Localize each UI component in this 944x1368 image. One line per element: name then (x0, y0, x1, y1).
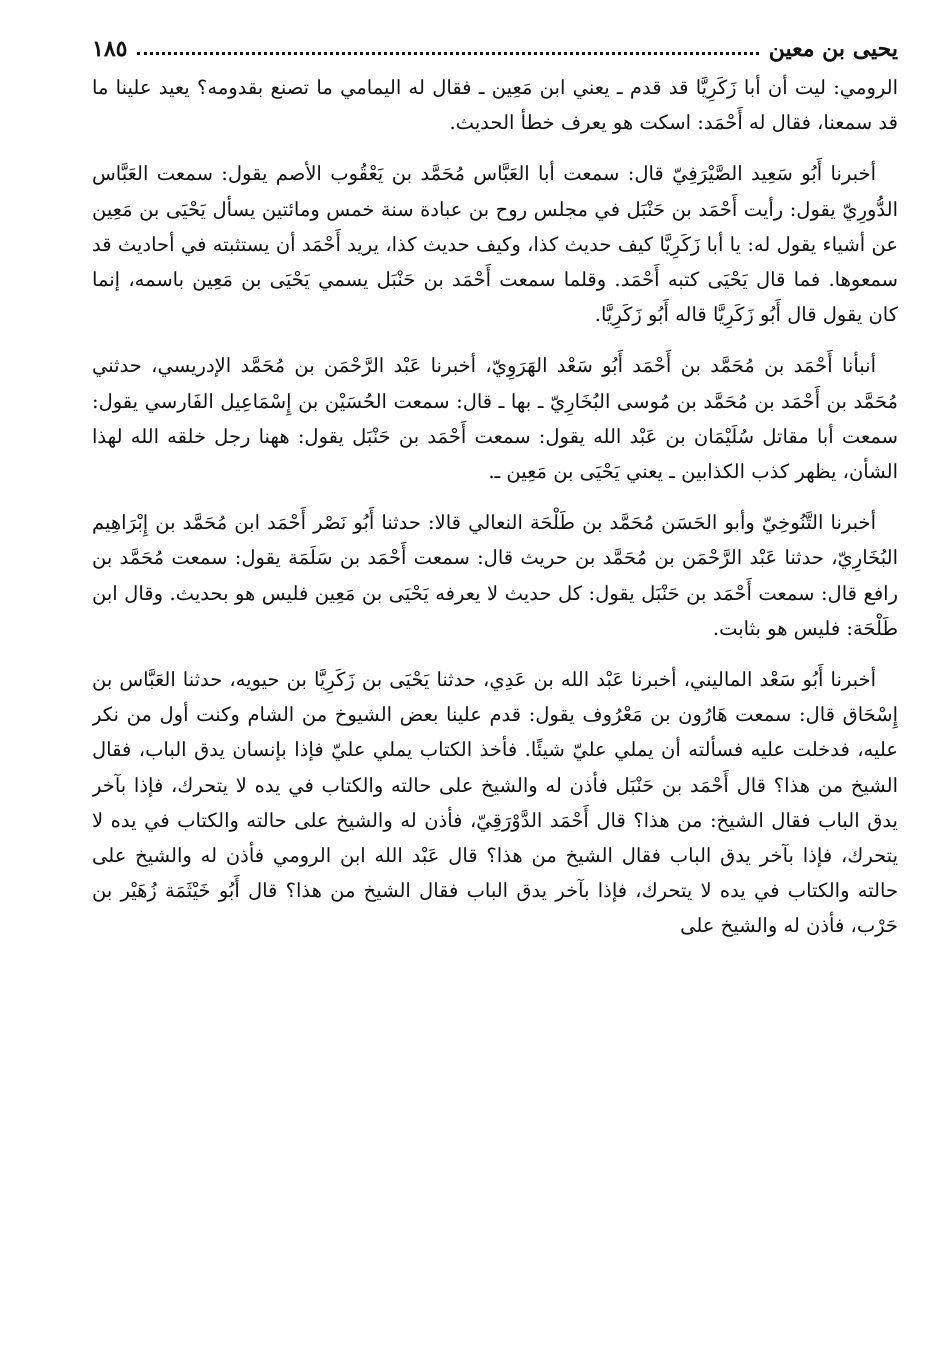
header-title: يحيى بن معين (768, 36, 898, 62)
book-page (92, 30, 898, 1350)
main-text (92, 70, 898, 944)
paragraph: أخبرنا أَبُو سَعِيد الصَّيْرَفِيّ قال: سمعت أبا العَبَّاس مُحَمَّد بن يَعْقُوب الأصم يقول: سمعت العَبَّاس الدُّورِيّ يقول: رأيت أَحْمَد بن حَنْبَل في مجلس روح بن عبادة سنة خمس ومائتين يسأل يَحْيَى بن مَعِين عن أشياء يقول له: يا أبا زَكَرِيَّا كيف حديث كذا، وكيف حديث كذا، يريد أَحْمَد أن يستثبته في أحاديث قد سمعوها. فما قال يَحْيَى كتبه أَحْمَد. وقلما سمعت أَحْمَد بن حَنْبَل يسمي يَحْيَى بن مَعِين باسمه، إنما كان يقول قال أَبُو زَكَرِيَّا قاله أَبُو زَكَرِيَّا. (92, 162, 898, 327)
paragraph: أخبرنا أَبُو سَعْد الماليني، أخبرنا عَبْد الله بن عَدِي، حدثنا يَحْيَى بن زَكَرِيَّا بن حيويه، حدثنا العَبَّاس بن إِسْحَاق قال: سمعت هَارُون بن مَعْرُوف يقول: قدم علينا بعض الشيوخ من الشام وكنت أول من نكر عليه، فدخلت عليه فسألته أن يملي عليّ شيئًا. فأخذ الكتاب يملي عليّ فإذا بإنسان يدق الباب، فقال الشيخ من هذا؟ قال أَحْمَد بن حَنْبَل فأذن له والشيخ على حالته والكتاب في يده لا يتحرك، فإذا بآخر يدق الباب فقال الشيخ: من هذا؟ قال أَحْمَد الدَّوْرَقِيّ، فأذن له والشيخ على حالته والكتاب في يده لا يتحرك، فإذا بآخر يدق الباب فقال الشيخ من هذا؟ قال عَبْد الله ابن الرومي فأذن له والشيخ على حالته والكتاب في يده لا يتحرك، فإذا بآخر يدق الباب فقال الشيخ من هذا؟ قال أَبُو خَيْثَمَة زُهَيْر بن حَرْب، فأذن له والشيخ على (92, 668, 898, 938)
running-header (92, 30, 898, 60)
paragraph: أنبأنا أَحْمَد بن مُحَمَّد بن أَحْمَد أَبُو سَعْد الهَرَوِيّ، أخبرنا عَبْد الرَّحْمَن بن مُحَمَّد الإدريسي، حدثني مُحَمَّد بن أَحْمَد بن مُحَمَّد بن مُوسى البُخَارِيّ ـ بها ـ قال: سمعت الحُسَيْن بن إِسْمَاعِيل الفَارسي يقول: سمعت أبا مقاتل سُلَيْمَان بن عَبْد الله يقول: سمعت أَحْمَد بن حَنْبَل يقول: ههنا رجل خلقه الله لهذا الشأن، يظهر كذب الكذابين ـ يعني يَحْيَى بن مَعِين ـ. (92, 354, 898, 484)
paragraph: أخبرنا التَّنُوخِيّ وأبو الحَسَن مُحَمَّد بن طَلْحَة النعالي قالا: حدثنا أَبُو نَصْر أَحْمَد ابن مُحَمَّد بن إِبْرَاهِيم البُخَارِيّ، حدثنا عَبْد الرَّحْمَن بن مُحَمَّد بن حريث قال: سمعت أَحْمَد بن سَلَمَة يقول: سمعت مُحَمَّد بن رافع قال: سمعت أَحْمَد بن حَنْبَل يقول: كل حديث لا يعرفه يَحْيَى بن مَعِين فليس هو بحديث. وقال ابن طَلْحَة: فليس هو بثابت. (92, 511, 898, 640)
paragraph-continued: الرومي: ليت أن أبا زَكَرِيَّا قد قدم ـ يعني ابن مَعِين ـ فقال له اليمامي ما تصنع بقدومه؟ يعيد علينا ما قد سمعنا، فقال له أَحْمَد: اسكت هو يعرف خطأ الحديث. (92, 76, 898, 135)
header-dotted-leader (137, 52, 758, 55)
page-number: ١٨٥ (92, 36, 128, 62)
